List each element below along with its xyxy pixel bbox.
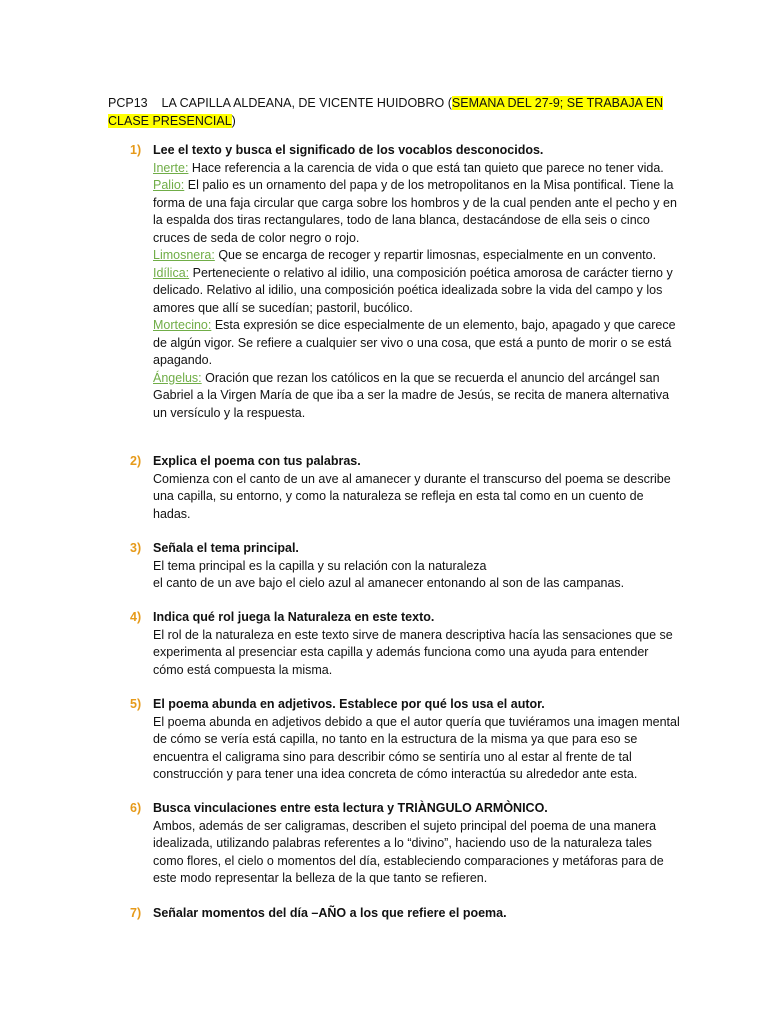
answer-text: El rol de la naturaleza en este texto sirve de manera descriptiva hacía las sensaciones que se experimenta al presenciar esta capilla y además funciona como una ayuda para entender cómo está compuesta la misma. bbox=[153, 627, 673, 677]
definition-item bbox=[153, 177, 680, 247]
question-number: 4) bbox=[130, 610, 142, 624]
answer-text: Ambos, además de ser caligramas, describen el sujeto principal del poema de una manera idealizada, utilizando palabras referentes a lo “divino”, haciendo uso de la naturaleza tales como flores, el cielo o momentos del día, estableciendo comparaciones y metáforas para de este modo representar la belleza de la que tanto se refieren. bbox=[153, 818, 664, 885]
answer-text: El tema principal es la capilla y su relación con la naturaleza bbox=[153, 558, 487, 573]
definition-text: Perteneciente o relativo al idilio, una composición poética amorosa de carácter tierno y delicado. Relativo al idilio, una composición poética idealizada sobre la vida del campo y los amores que allí se sucedían; pastoril, bucólico. bbox=[153, 265, 673, 315]
definition-text: Que se encarga de recoger y repartir limosnas, especialmente en un convento. bbox=[214, 248, 657, 262]
header-title: LA CAPILLA ALDEANA, DE VICENTE HUIDOBRO ( bbox=[161, 96, 452, 110]
question-6 bbox=[130, 800, 680, 888]
question-1 bbox=[130, 142, 680, 422]
question-text: Busca vinculaciones entre esta lectura y TRIÀNGULO ARMÒNICO. bbox=[153, 801, 548, 815]
definition-text: Esta expresión se dice especialmente de un elemento, bajo, apagado y que carece de algún vigor. Se refiere a cualquier ser vivo o una cosa, que está a punto de morir o se está apagando. bbox=[153, 318, 676, 367]
question-7 bbox=[130, 905, 680, 923]
definition-term: Ángelus: bbox=[153, 370, 202, 385]
header-close: ) bbox=[231, 114, 236, 128]
question-text: Explica el poema con tus palabras. bbox=[153, 454, 361, 468]
question-number: 7) bbox=[130, 906, 142, 920]
question-3 bbox=[130, 540, 680, 593]
document-header bbox=[108, 94, 668, 130]
question-4 bbox=[130, 609, 680, 679]
definition-item bbox=[153, 247, 680, 265]
definition-item bbox=[153, 265, 680, 318]
answer-text: el canto de un ave bajo el cielo azul al amanecer entonando al son de las campanas. bbox=[153, 576, 625, 590]
definition-term: Idílica: bbox=[153, 265, 190, 280]
answer-text: Comienza con el canto de un ave al amanecer y durante el transcurso del poema se describe una capilla, su entorno, y como la naturaleza se refleja en esta tal como en un cuento de hadas. bbox=[153, 471, 671, 521]
question-number: 3) bbox=[130, 541, 142, 555]
question-text: Señala el tema principal. bbox=[153, 541, 299, 555]
definition-item bbox=[153, 370, 680, 423]
question-2 bbox=[130, 453, 680, 523]
question-text: Indica qué rol juega la Naturaleza en este texto. bbox=[153, 610, 435, 624]
question-text: El poema abunda en adjetivos. Establece por qué los usa el autor. bbox=[153, 697, 545, 711]
definition-text: Oración que rezan los católicos en la que se recuerda el anuncio del arcángel san Gabriel a la Virgen María de que iba a ser la madre de Jesús, se recita de manera alternativa un versículo y la respuesta. bbox=[153, 370, 670, 420]
definition-item bbox=[153, 160, 680, 178]
definition-text: El palio es un ornamento del papa y de los metropolitanos en la Misa pontifical. Tiene la forma de una faja circular que carga sobre los hombros y de la cual penden ante el pecho y en la espalda dos tiras rectangulares, todo de lana blanca, destacándose de ella seis o cinco cruces de seda de color negro o rojo. bbox=[153, 178, 677, 245]
definition-term: Mortecino: bbox=[153, 318, 212, 332]
definition-text: Hace referencia a la carencia de vida o que está tan quieto que parece no tener vida. bbox=[188, 160, 664, 175]
definition-term: Palio: bbox=[153, 178, 185, 192]
question-number: 1) bbox=[130, 143, 142, 157]
header-code: PCP13 bbox=[108, 96, 148, 110]
question-text: Lee el texto y busca el significado de los vocablos desconocidos. bbox=[153, 143, 544, 157]
answer-text: El poema abunda en adjetivos debido a que el autor quería que tuviéramos una imagen mental de cómo se vería está capilla, no tanto en la estructura de la misma ya que para eso se encuentra el caligrama sino para describir cómo se sentiría uno al estar al frente de tal construcción y para tener una idea concreta de cómo interactúa su alrededor ante esta. bbox=[153, 714, 680, 781]
question-number: 2) bbox=[130, 454, 142, 468]
definition-item bbox=[153, 317, 680, 370]
header-highlight: SEMANA DEL 27-9; SE TRABAJA EN CLASE PRESENCIAL bbox=[108, 96, 664, 128]
question-number: 5) bbox=[130, 697, 142, 711]
question-text: Señalar momentos del día –AÑO a los que refiere el poema. bbox=[153, 906, 507, 920]
question-number: 6) bbox=[130, 801, 142, 815]
question-5 bbox=[130, 696, 680, 784]
definition-term: Inerte: bbox=[153, 160, 189, 175]
definition-term: Limosnera: bbox=[153, 248, 215, 262]
